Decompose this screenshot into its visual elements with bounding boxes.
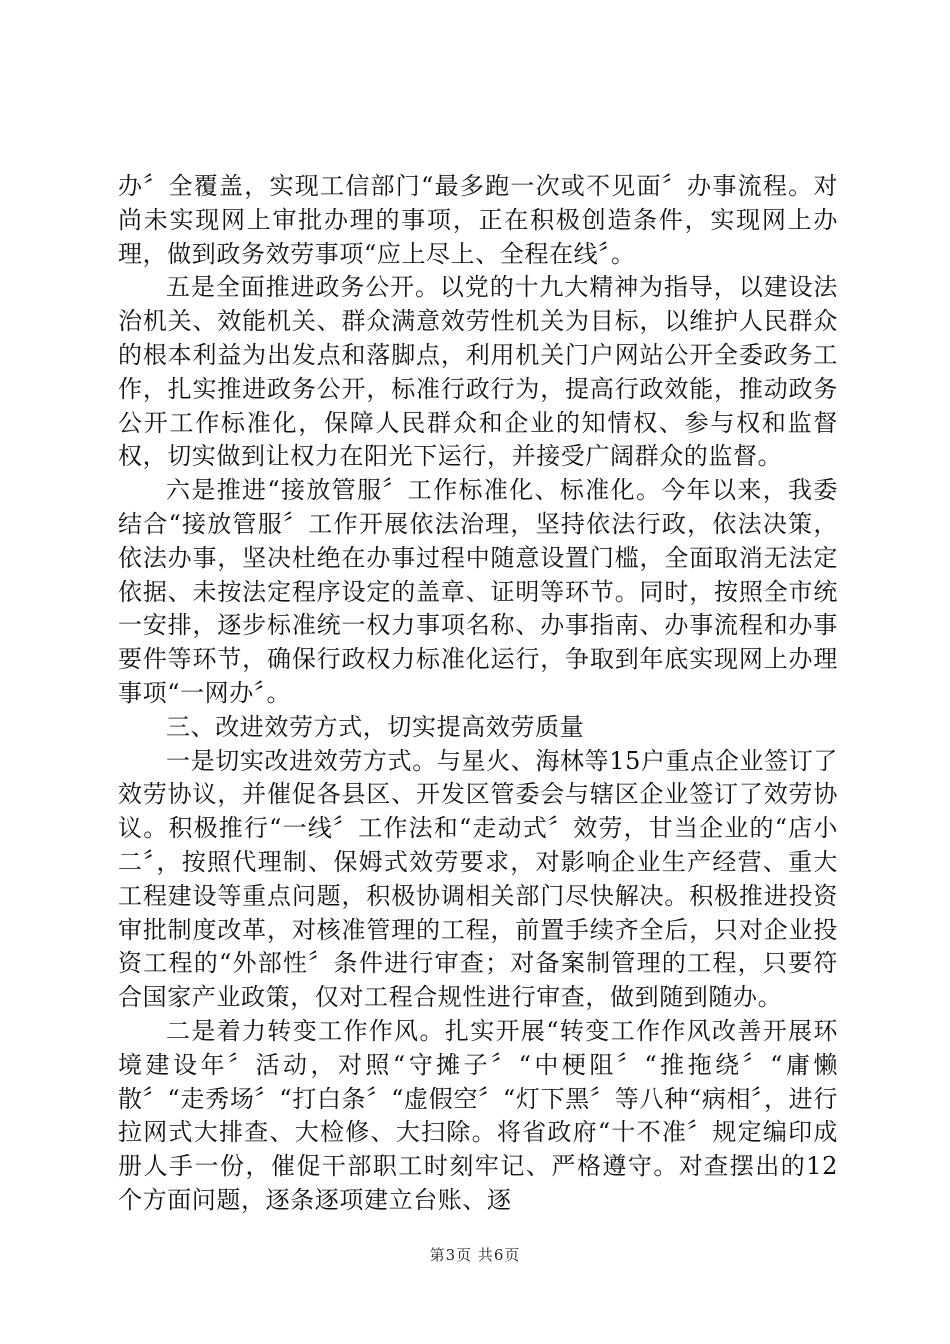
section-heading: 三、改进效劳方式，切实提高效劳质量 <box>166 712 585 741</box>
page-footer: 第3页 共6页 <box>429 1246 521 1264</box>
paragraph-3: 六是推进“接放管服〞工作标准化、标准化。今年以来，我委结合“接放管服〞工作开展依法治理，坚持依法行政，依法决策，依法办事，坚决杜绝在办事过程中随意设置门槛，全面取消无法定依据、未按法定程序设定的盖章、证明等环节。同时，按照全市统一安排，逐步标准统一权力事项名称、办事指南、办事流程和办事要件等环节，确保行政权力标准化运行，争取到年底实现网上办理事项“一网办〞。 <box>118 476 838 707</box>
document-body <box>118 170 838 1218</box>
paragraph-2: 五是全面推进政务公开。以党的十九大精神为指导，以建设法治机关、效能机关、群众满意效劳性机关为目标，以维护人民群众的根本利益为出发点和落脚点，利用机关门户网站公开全委政务工作，扎实推进政务公开，标准行政行为，提高行政效能，推动政务公开工作标准化，保障人民群众和企业的知情权、参与权和监督权，切实做到让权力在阳光下运行，并接受广阔群众的监督。 <box>118 273 838 471</box>
paragraph-1: 办〞全覆盖，实现工信部门“最多跑一次或不见面〞办事流程。对尚未实现网上审批办理的事项，正在积极创造条件，实现网上办理，做到政务效劳事项“应上尽上、全程在线〞。 <box>118 172 838 268</box>
paragraph-4: 一是切实改进效劳方式。与星火、海林等15户重点企业签订了效劳协议，并催促各县区、开发区管委会与辖区企业签订了效劳协议。积极推行“一线〞工作法和“走动式〞效劳，甘当企业的“店小二〞，按照代理制、保姆式效劳要求，对影响企业生产经营、重大工程建设等重点问题，积极协调相关部门尽快解决。积极推进投资审批制度改革，对核准管理的工程，前置手续齐全后，只对企业投资工程的“外部性〞条件进行审查；对备案制管理的工程，只要符合国家产业政策，仅对工程合规性进行审查，做到随到随办。 <box>118 746 838 1012</box>
paragraph-5: 二是着力转变工作作风。扎实开展“转变工作作风改善开展环境建设年〞活动，对照“守摊子〞“中梗阻〞“推拖绕〞“庸懒散〞“走秀场〞“打白条〞“虚假空〞“灯下黑〞等八种“病相〞，进行拉网式大排查、大检修、大扫除。将省政府“十不准〞规定编印成册人手一份，催促干部职工时刻牢记、严格遵守。对查摆出的12个方面问题，逐条逐项建立台账、逐 <box>118 1016 838 1214</box>
